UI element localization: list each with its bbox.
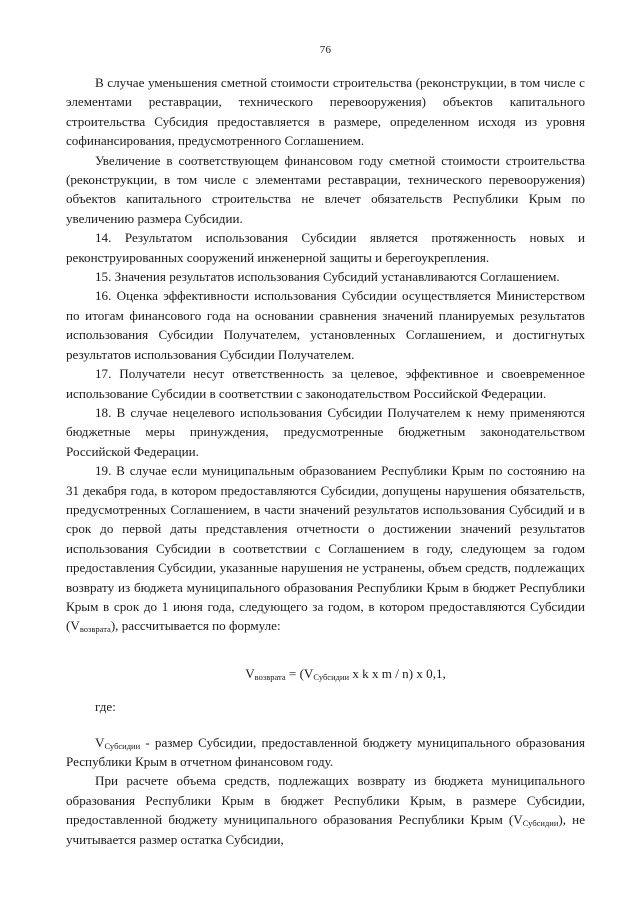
formula-v: V xyxy=(245,665,255,681)
refund-formula xyxy=(106,664,585,683)
paragraph-16: 16. Оценка эффективности использования Субсидии осуществляется Министерством по итогам финансового года на основании сравнения значений планируемых результатов использования Субсидии Получателем, установленных Соглашением, и достигнутых результатов использования Субсидии Получателем. xyxy=(66,288,585,362)
paragraph-19-tail: ), рассчитывается по формуле: xyxy=(110,618,281,634)
formula-mid: = (V xyxy=(285,665,314,681)
paragraph-calculation-text: При расчете объема средств, подлежащих возврату из бюджета муниципального образования Республики Крым в бюджет Республики Крым, в размере Субсидии, предоставленной бюджету муниципального образования Республики Крым (V xyxy=(66,773,585,828)
definition-v-subsidii xyxy=(66,733,585,772)
paragraph-14: 14. Результатом использования Субсидии является протяженность новых и реконструированных сооружений инженерной защиты и берегоукрепления. xyxy=(66,230,585,265)
paragraph-increase: Увеличение в соответствующем финансовом году сметной стоимости строительства (реконструкции, в том числе с элементами реставрации, технического перевооружения) объектов капитального строительства не влечет обязательств Республики Крым по увеличению размера Субсидии. xyxy=(66,152,585,226)
formula-sub-subsidii: Субсидии xyxy=(313,671,350,682)
paragraph-calculation-sub: Субсидии xyxy=(522,818,559,829)
paragraph-reduction: В случае уменьшения сметной стоимости строительства (реконструкции, в том числе с элементами реставрации, технического перевооружения) объектов капитального строительства Субсидия предоставляется в размере, определенном исходя из уровня софинансирования, предусмотренного Соглашением. xyxy=(66,75,585,149)
paragraph-calculation xyxy=(66,771,585,849)
page-number: 76 xyxy=(319,44,332,56)
paragraph-18: 18. В случае нецелевого использования Субсидии Получателем к нему применяются бюджетные меры принуждения, предусмотренные бюджетным законодательством Российской Федерации. xyxy=(66,404,585,459)
where-label: где: xyxy=(95,699,116,715)
formula-rest: x k x m / n) x 0,1, xyxy=(349,665,446,681)
definition-text: - размер Субсидии, предоставленной бюджету муниципального образования Республики Крым в отчетном финансовом году. xyxy=(66,734,585,769)
definition-sub: Субсидии xyxy=(104,740,141,751)
paragraph-17: 17. Получатели несут ответственность за целевое, эффективное и своевременное использование Субсидии в соответствии с законодательством Российской Федерации. xyxy=(66,366,585,401)
paragraph-19 xyxy=(66,461,585,636)
paragraph-calculation-tail: ), не учитывается размер остатка Субсидии, xyxy=(66,812,586,847)
subscript-vozvrata: возврата xyxy=(79,624,111,635)
paragraph-15: 15. Значения результатов использования Субсидий устанавливаются Соглашением. xyxy=(95,269,560,285)
definition-v: V xyxy=(95,734,105,750)
paragraph-19-text: 19. В случае если муниципальным образованием Республики Крым по состоянию на 31 декабря года, в котором предоставляются Субсидии, допущены нарушения обязательств, предусмотренных Соглашением, в части значений результатов использования Субсидий и в срок до первой даты представления отчетности о достижении значений результатов использования Субсидии в соответствии с Соглашением в году, следующем за годом предоставления Субсидии, указанные нарушения не устранены, объем средств, подлежащих возврату из бюджета муниципального образования Республики Крым в бюджет Республики Крым в срок до 1 июня года, следующего за годом, в котором предоставляются Субсидии (V xyxy=(66,463,585,634)
formula-sub-vozvrata: возврата xyxy=(254,671,286,682)
